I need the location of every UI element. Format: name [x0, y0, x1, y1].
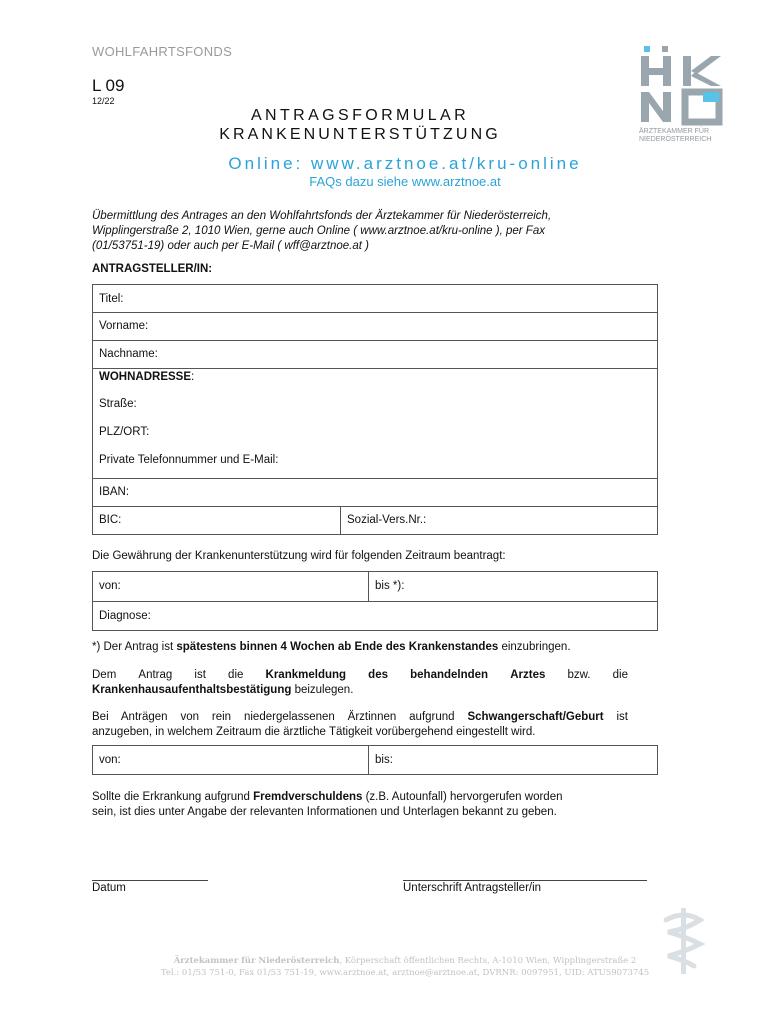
field-titel[interactable]	[92, 284, 658, 313]
fremd-line1	[92, 790, 628, 805]
krankmeldung-note	[92, 668, 628, 698]
footer-line1	[92, 955, 718, 967]
deadline-bold: spätestens binnen 4 Wochen ab Ende des Krankenstandes	[176, 641, 499, 653]
fremdverschulden-note	[92, 790, 628, 820]
intro-line3: (01/53751-19) oder auch per E-Mail ( wff@arztnoe.at )	[92, 240, 369, 252]
logo-caption-line2: NIEDERÖSTERREICH	[639, 136, 712, 143]
word: Antrag	[138, 669, 173, 681]
aekno-logo	[637, 44, 727, 148]
label-von-2: von:	[99, 754, 121, 766]
word: des	[368, 669, 388, 681]
intro-line1: Übermittlung des Antrages an den Wohlfahrtsfonds der Ärztekammer für Niederösterreich,	[92, 210, 552, 222]
krankmeldung-line1	[92, 668, 628, 683]
schwangerschaft-line1	[92, 710, 628, 725]
word: die	[612, 669, 628, 681]
schwangerschaft-note	[92, 710, 628, 740]
form-date: 12/22	[92, 96, 115, 106]
label-titel: Titel:	[99, 293, 124, 305]
label-unterschrift: Unterschrift Antragsteller/in	[403, 882, 542, 894]
label-diagnose: Diagnose:	[99, 610, 151, 622]
footer-address: , Körperschaft öffentlichen Rechts, A-1010 Wien, Wipplingerstraße 2	[339, 956, 637, 966]
intro-text	[92, 209, 632, 254]
online-link[interactable]: Online: www.arztnoe.at/kru-online	[228, 154, 582, 173]
org-name: WOHLFAHRTSFONDS	[92, 44, 233, 59]
footer-org: Ärztekammer für Niederösterreich	[173, 956, 340, 966]
intro-line2: Wipplingerstraße 2, 1010 Wien, gerne auch Online ( www.arztnoe.at/kru-online ), per Fax	[92, 225, 545, 237]
fremd-line2: sein, ist dies unter Angabe der relevanten Informationen und Unterlagen bekannt zu geben.	[92, 806, 557, 818]
word: Krankmeldung	[265, 669, 347, 681]
period-intro: Die Gewährung der Krankenunterstützung wird für folgenden Zeitraum beantragt:	[92, 550, 506, 562]
deadline-pre: *) Der Antrag ist	[92, 641, 177, 653]
field-iban[interactable]	[92, 478, 658, 507]
label-datum: Datum	[92, 882, 126, 894]
word: ist	[194, 669, 206, 681]
footer-line2: Tel.: 01/53 751-0, Fax 01/53 751-19, www.arztnoe.at, arztnoe@arztnoe.at, DVRNR: 0097951, UID: ATU59073745	[160, 968, 650, 978]
label-wohnadresse	[99, 371, 194, 383]
label-vorname: Vorname:	[99, 320, 149, 332]
footer	[92, 955, 718, 979]
fremd-pre: Sollte die Erkrankung aufgrund	[92, 791, 254, 803]
word: bzw.	[567, 669, 591, 681]
label-sozial: Sozial-Vers.Nr.:	[347, 514, 427, 526]
word: Arztes	[510, 669, 546, 681]
word: die	[228, 669, 244, 681]
form-code: L 09	[92, 76, 125, 95]
word: behandelnden	[410, 669, 489, 681]
deadline-note	[92, 640, 628, 655]
schw-post: ist	[603, 711, 628, 723]
schwangerschaft-line2: anzugeben, in welchem Zeitraum die ärztliche Tätigkeit vorübergehend eingestellt wird.	[92, 726, 536, 738]
logo-caption	[639, 128, 711, 144]
form-title-line2: KRANKENUNTERSTÜTZUNG	[219, 126, 501, 143]
krankmeldung-bold: Krankenhausaufenthaltsbestätigung	[92, 684, 292, 696]
krankmeldung-line2	[92, 683, 628, 698]
label-bic: BIC:	[99, 514, 122, 526]
address-block[interactable]	[92, 368, 658, 479]
label-bis: bis *):	[375, 580, 405, 592]
krankmeldung-post: beizulegen.	[291, 684, 354, 696]
fremd-bold: Fremdverschuldens	[253, 791, 363, 803]
schw-bold: Schwangerschaft/Geburt	[467, 711, 604, 723]
fremd-post: (z.B. Autounfall) hervorgerufen worden	[362, 791, 563, 803]
section-applicant: ANTRAGSTELLER/IN:	[92, 263, 213, 275]
word: Dem	[92, 669, 117, 681]
deadline-post: einzubringen.	[498, 641, 571, 653]
field-bic-sozial[interactable]	[92, 506, 658, 535]
cell-divider	[368, 572, 369, 601]
date-line[interactable]	[92, 880, 208, 881]
wohnadresse-heading: WOHNADRESSE	[99, 371, 192, 383]
label-iban: IBAN:	[99, 486, 130, 498]
cell-divider	[368, 746, 369, 774]
label-von: von:	[99, 580, 121, 592]
signature-line[interactable]	[403, 880, 647, 881]
field-period[interactable]	[92, 571, 658, 602]
label-telefon: Private Telefonnummer und E-Mail:	[99, 454, 279, 466]
label-strasse: Straße:	[99, 398, 137, 410]
field-diagnose[interactable]	[92, 601, 658, 631]
schw-pre: Bei Anträgen von rein niedergelassenen Ärztinnen aufgrund	[92, 711, 468, 723]
label-bis-2: bis:	[375, 754, 393, 766]
cell-divider	[340, 507, 341, 534]
label-nachname: Nachname:	[99, 348, 158, 360]
logo-caption-line1: ÄRZTEKAMMER FÜR	[639, 128, 709, 135]
faq-link[interactable]: FAQs dazu siehe www.arztnoe.at	[309, 174, 501, 189]
field-nachname[interactable]	[92, 340, 658, 369]
field-vorname[interactable]	[92, 312, 658, 341]
wohnadresse-colon: :	[191, 371, 195, 383]
label-plz-ort: PLZ/ORT:	[99, 426, 150, 438]
field-taetigkeit-period[interactable]	[92, 745, 658, 775]
form-title-line1: ANTRAGSFORMULAR	[250, 107, 470, 124]
